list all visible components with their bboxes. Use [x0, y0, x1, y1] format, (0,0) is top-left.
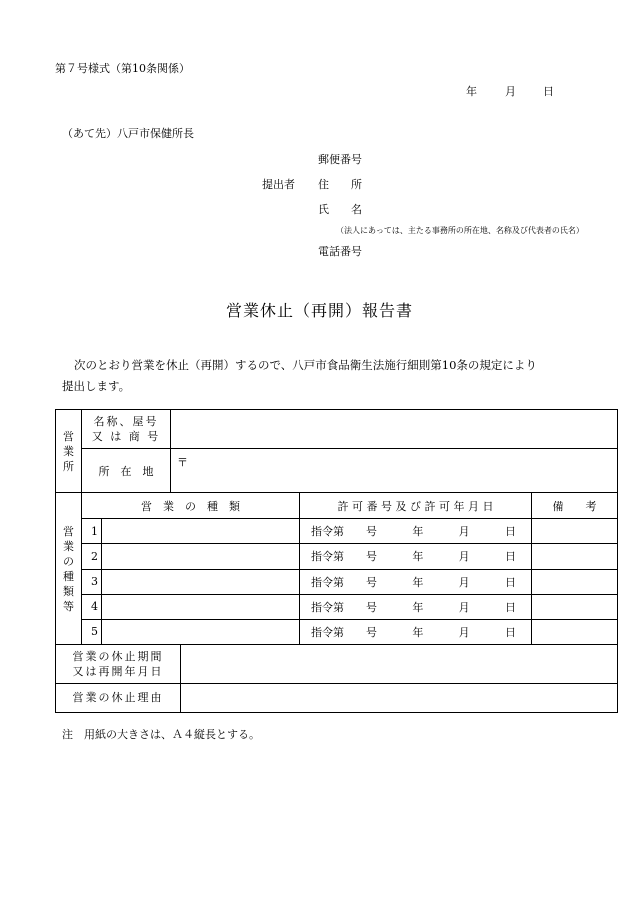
permit-field[interactable]: 指令第 号 年 月 日: [300, 569, 532, 594]
remarks-field[interactable]: [532, 544, 618, 569]
address-label: 住 所: [318, 178, 362, 191]
table-row: [56, 594, 618, 619]
table-row: [56, 619, 618, 644]
type-field[interactable]: [102, 569, 300, 594]
permit-field[interactable]: 指令第 号 年 月 日: [300, 519, 532, 544]
business-name-field[interactable]: [171, 410, 618, 449]
table-row: [56, 544, 618, 569]
remarks-field[interactable]: [532, 519, 618, 544]
submitter-label: 提出者: [262, 178, 295, 191]
permit-field[interactable]: 指令第 号 年 月 日: [300, 544, 532, 569]
row-number: 1: [82, 519, 102, 544]
type-field[interactable]: [102, 519, 300, 544]
date-year: 年: [466, 85, 477, 98]
business-type-label: 営 業 の 種 類 等: [56, 493, 82, 644]
type-field[interactable]: [102, 544, 300, 569]
document-title: 営業休止（再開）報告書: [226, 301, 414, 320]
postal-mark: 〒: [177, 456, 188, 470]
permit-field[interactable]: 指令第 号 年 月 日: [300, 594, 532, 619]
location-label: 所 在 地: [82, 449, 171, 493]
name-note: （法人にあっては、主たる事務所の所在地、名称及び代表者の氏名）: [336, 226, 584, 235]
business-name-label: 名称、屋号 又 は 商 号: [82, 410, 171, 449]
form-number: 第７号様式（第10条関係）: [55, 62, 190, 75]
row-number: 4: [82, 594, 102, 619]
type-field[interactable]: [102, 619, 300, 644]
permit-field[interactable]: 指令第 号 年 月 日: [300, 619, 532, 644]
report-table: [55, 409, 618, 713]
remarks-field[interactable]: [532, 619, 618, 644]
table-row: [56, 569, 618, 594]
footnote: 注 用紙の大きさは、Ａ４縦長とする。: [62, 728, 260, 741]
row-number: 5: [82, 619, 102, 644]
suspension-reason-label: 営業の休止理由: [56, 683, 181, 712]
row-number: 3: [82, 569, 102, 594]
remarks-field[interactable]: [532, 569, 618, 594]
addressee: （あて先）八戸市保健所長: [62, 127, 194, 140]
type-field[interactable]: [102, 594, 300, 619]
body-text-line1: 次のとおり営業を休止（再開）するので、八戸市食品衛生法施行細則第10条の規定により: [74, 358, 537, 372]
suspension-period-label: 営業の休止期間 又は再開年月日: [56, 644, 181, 683]
date-month: 月: [505, 85, 516, 98]
name-label: 氏 名: [318, 203, 362, 216]
suspension-reason-field[interactable]: [181, 683, 618, 712]
body-text-line2: 提出します。: [62, 379, 131, 393]
remarks-field[interactable]: [532, 594, 618, 619]
column-type-header: 営 業 の 種 類: [82, 493, 300, 519]
business-place-label: 営 業 所: [56, 410, 82, 493]
suspension-period-field[interactable]: [181, 644, 618, 683]
postal-code-label: 郵便番号: [318, 153, 362, 166]
column-permit-header: 許 可 番 号 及 び 許 可 年 月 日: [300, 493, 532, 519]
phone-label: 電話番号: [318, 245, 362, 258]
row-number: 2: [82, 544, 102, 569]
column-remarks-header: 備 考: [532, 493, 618, 519]
table-row: [56, 519, 618, 544]
date-day: 日: [543, 85, 554, 98]
location-field[interactable]: [171, 449, 618, 493]
